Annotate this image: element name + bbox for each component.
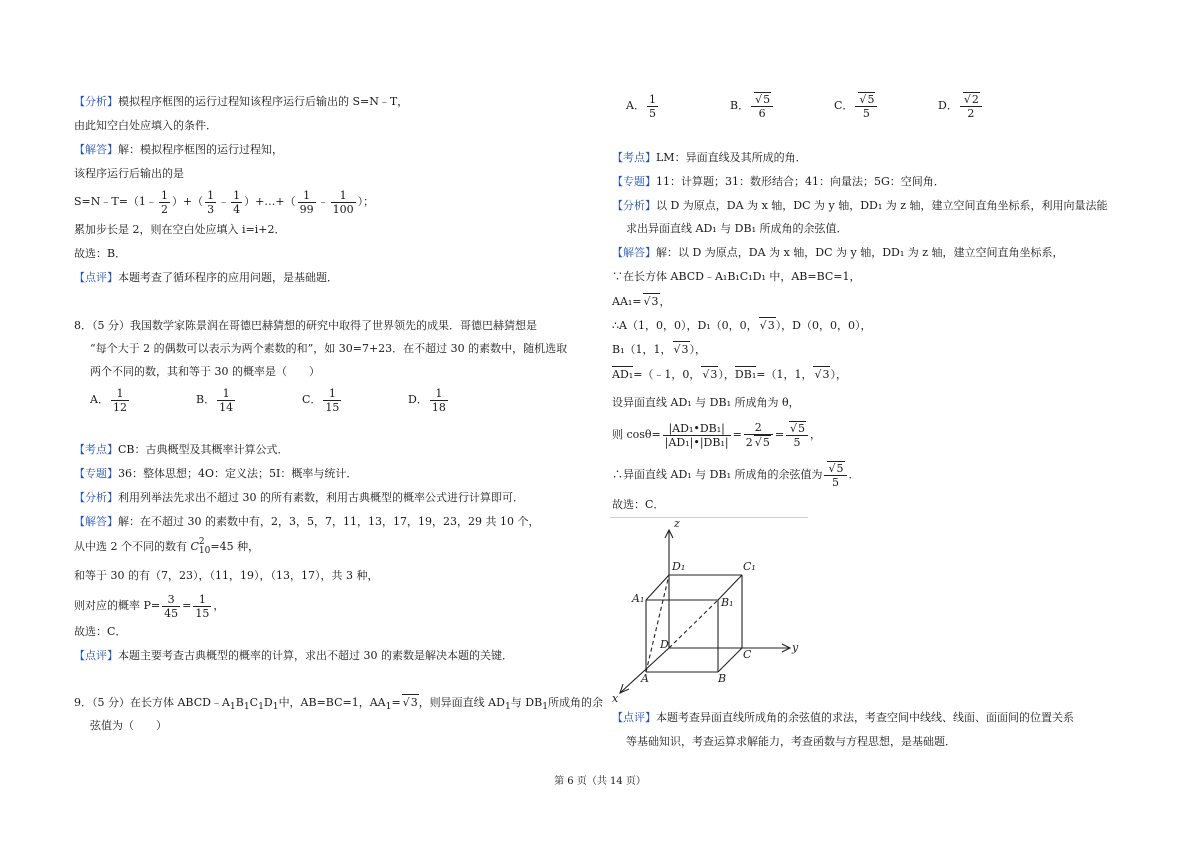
fraction: $\frac{1}{2}$ [160,188,168,216]
answer-9-line6: AD₁=（﹣1，0，√ 3），DB₁=（1，1，√ 3）， [612,366,847,383]
question-9-line2: 弦值为（ ） [90,719,167,732]
x-axis [620,648,669,693]
kaodian-8: 【考点】CB：古典概型及其概率计算公式． [74,443,289,456]
fraction: $\frac{1}{100}$ [332,188,354,216]
answer-9-line8: 则 cosθ= $\frac{\text{|AD₁•DB₁|}}{\text{|AD₁|•|DB₁|}}$ = $\frac{2}{2√ 5}$ = √ $\frac{5}{5}$ ， [612,420,821,450]
edge-BC [718,648,742,672]
label-D1: D₁ [672,560,686,573]
segment-AD1 [646,575,669,672]
analysis-8: 【分析】利用列举法先求出不超过 30 的所有素数，利用古典概型的概率公式进行计算即可． [74,491,524,504]
label-C1: C₁ [743,560,756,573]
option-b: B． $\frac{1}{14}$ [196,386,234,414]
answer-9-line4: ∴A（1，0，0），D₁（0，0，√ 3），D（0，0，0）， [612,317,872,334]
comment-9-line2: 等基础知识，考查运算求解能力，考查函数与方程思想，是基础题． [626,735,956,748]
answer-8-line3: 和等于 30 的有（7，23），（11，19），（13，17），共 3 种， [74,569,379,582]
fraction: $\frac{1}{4}$ [233,188,241,216]
cuboid-figure [610,518,810,704]
answer-8-choice: 故选：C． [74,625,127,638]
label-D: D [660,638,669,651]
question-9-line1: 9．（5 分）在长方体 $ABCD﹣A_1B_1C_1D_1$中，AB=BC=1，$AA_1=√$ 3，则异面直线 $AD_1$与 $DB_1$所成角的余 [74,694,603,715]
answer-8: 【解答】解：在不超过 30 的素数中有，2，3，5，7，11，13，17，19，23，29 共 10 个， [74,515,540,528]
option-a: A． $\frac{1}{5}$ [626,92,656,120]
answer-9-line3: AA₁=√ 3， [612,293,671,310]
option-c: C． √ $\frac{5}{5}$ [834,92,938,120]
answer-8-line4: 则对应的概率 P= $\frac{3}{45}$ = $\frac{1}{15}$ ， [74,592,225,620]
option-d: D． $\frac{1}{18}$ [408,386,446,414]
question-9-options [626,92,1042,120]
label-x: x [612,692,619,704]
page-footer: 第 6 页（共 14 页） [554,776,646,787]
analysis-9: 【分析】以 D 为原点，DA 为 x 轴，DC 为 y 轴，DD₁ 为 z 轴，建立空间直角坐标系，利用向量法能 [612,199,1108,212]
kaodian-9: 【考点】LM：异面直线及其所成的角． [612,151,807,164]
answer-9-line7: 设异面直线 AD₁ 与 DB₁ 所成角为 θ， [612,396,800,409]
segment-DB1 [669,600,718,648]
question-8-line1: 8．（5 分）我国数学家陈景润在哥德巴赫猜想的研究中取得了世界领先的成果．哥德巴赫猜想是 [74,319,537,332]
fraction: $\frac{1}{99}$ [299,188,314,216]
question-8-options [90,386,514,414]
comment-9: 【点评】本题考查异面直线所成角的余弦值的求法，考查空间中线线、线面、面面间的位置关系 [612,711,1074,724]
option-b: B． √ $\frac{5}{6}$ [730,92,834,120]
answer-8-line2: 从中选 2 个不同的数有 C 2 10 =45 种， [74,537,260,556]
label-B1: B₁ [721,596,734,609]
zhuanti-9: 【专题】11：计算题；31：数形结合；41：向量法；5G：空间角． [612,175,945,188]
label-A: A [641,672,649,685]
comment-8: 【点评】本题主要考查古典概型的概率的计算，求出不超过 30 的素数是解决本题的关键． [74,649,513,662]
answer-1-formula: S=N﹣T=（1﹣ $\frac{1}{2}$ ）+（ $\frac{1}{3}$ ﹣ $\frac{1}{4}$ ）+…+（ $\frac{1}{99}$ ﹣ $\frac{1}{100}$ ）； [74,188,375,216]
answer-1: 【解答】解：模拟程序框图的运行过程知， [74,143,283,156]
question-8-line2: “每个大于 2 的偶数可以表示为两个素数的和”，如 30=7+23．在不超过 30 的素数中，随机选取 [90,342,568,355]
answer-9-line5: B₁（1，1，√ 3）， [612,341,706,358]
answer-9-line2: ∵在长方体 ABCD﹣A₁B₁C₁D₁ 中，AB=BC=1， [612,270,861,283]
zhuanti-8: 【专题】36：整体思想；4O：定义法；5I：概率与统计． [74,467,358,480]
option-a: A． $\frac{1}{12}$ [90,386,127,414]
answer-1-line2: 该程序运行后输出的是 [74,167,184,180]
answer-9-line9: ∴异面直线 AD₁ 与 DB₁ 所成角的余弦值为 √ $\frac{5}{5}$ ． [612,460,860,490]
answer-1-line4: 累加步长是 2，则在空白处应填入 i=i+2． [74,223,286,236]
fraction: $\frac{1}{3}$ [207,188,215,216]
label-C: C [743,648,752,661]
analysis-1-line2: 由此知空白处应填入的条件． [74,119,217,132]
answer-9-choice: 故选：C． [612,498,665,511]
option-c: C． $\frac{1}{15}$ [302,386,340,414]
answer-1-choice: 故选：B． [74,247,127,260]
label-y: y [792,641,799,654]
label-B: B [718,672,727,685]
answer-9: 【解答】解：以 D 为原点，DA 为 x 轴，DC 为 y 轴，DD₁ 为 z 轴，建立空间直角坐标系， [612,246,1064,259]
label-A1: A₁ [632,592,645,605]
analysis-1: 【分析】模拟程序框图的运行过程知该程序运行后输出的 S=N﹣T， [74,95,409,108]
question-8-line3: 两个不同的数，其和等于 30 的概率是（ ） [90,365,320,378]
option-d: D． √ $\frac{2}{2}$ [938,92,1042,120]
label-z: z [674,518,680,530]
analysis-9-line2: 求出异面直线 AD₁ 与 DB₁ 所成角的余弦值． [626,222,848,235]
comment-1: 【点评】本题考查了循环程序的应用问题，是基础题． [74,271,338,284]
